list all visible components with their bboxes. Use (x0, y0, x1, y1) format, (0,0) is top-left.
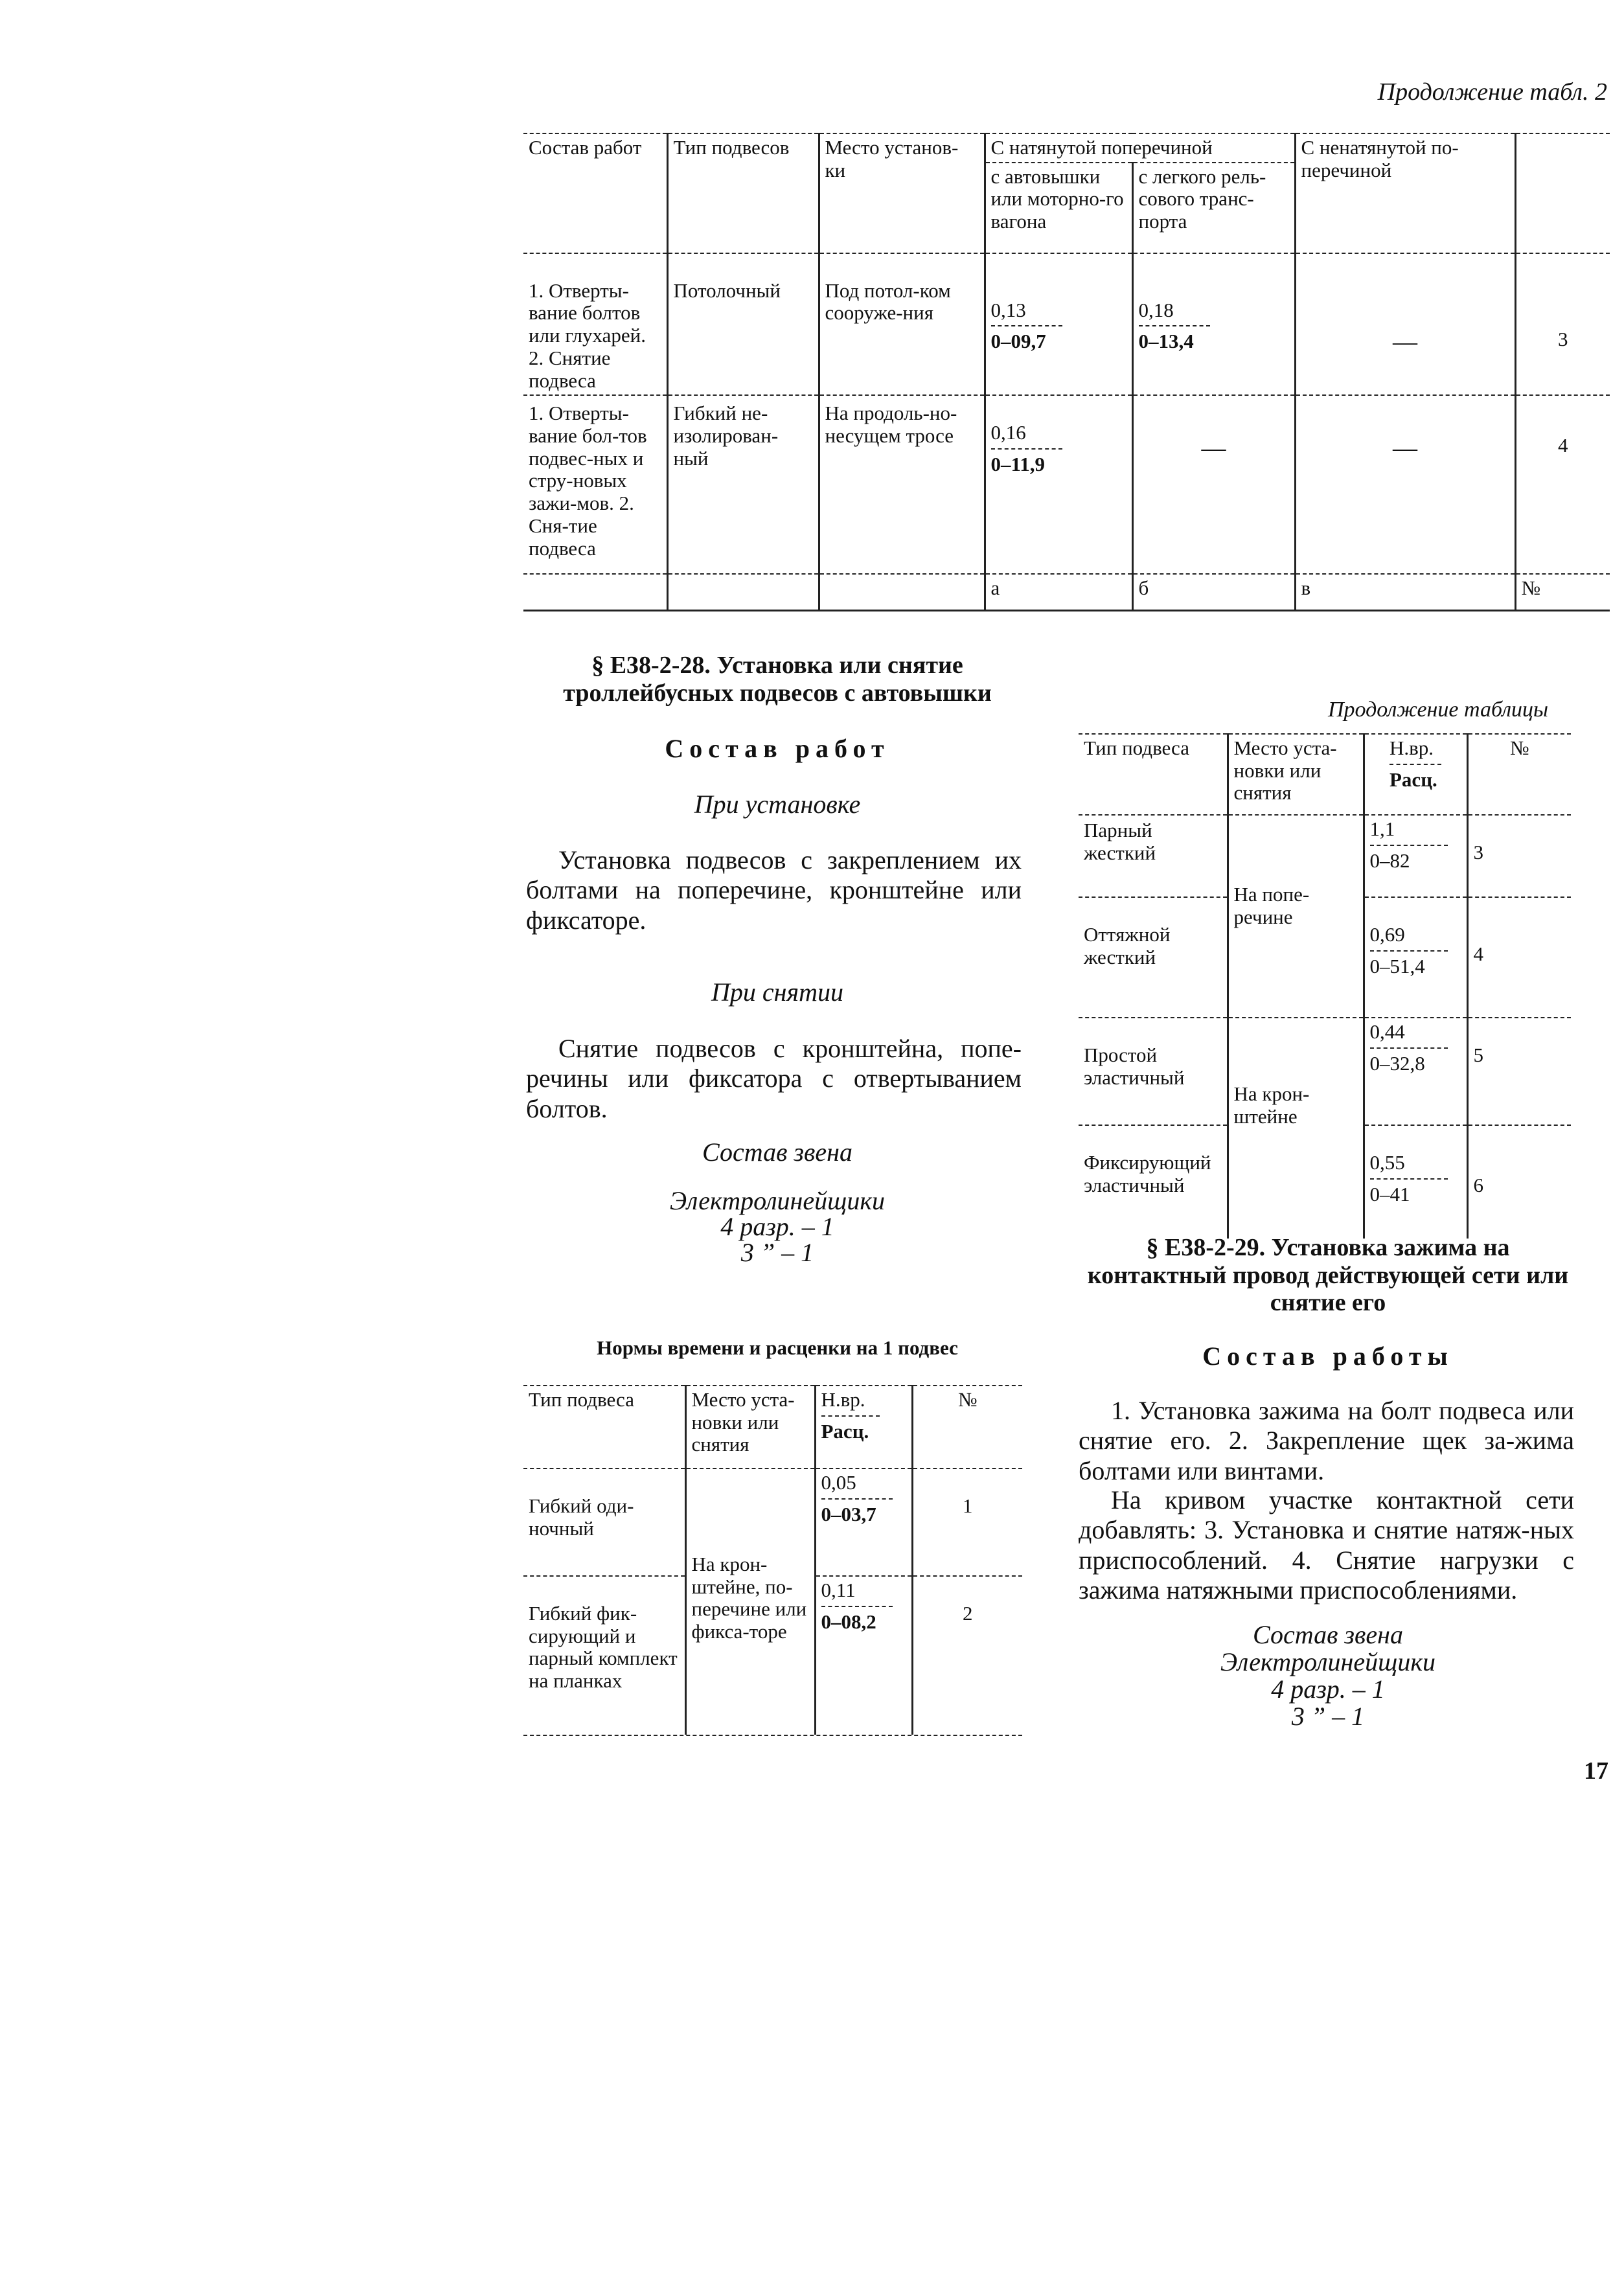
pri-snyatii-heading: При снятии (711, 977, 843, 1007)
col-header-tensioned: С натянутой поперечиной (985, 133, 1295, 163)
snyatie-text: Снятие подвесов с кронштейна, попе-речины или фиксатора с отвертыванием болтов. (526, 1034, 1022, 1123)
table-row: 1. Отверты-вание бол-тов подвес-ных и стру-новых зажи-мов. 2. Сня-тие подвеса Гибкий не-изолирован-ный На продоль-но-несущем тросе $\frac{0,16}{0-11,9}$ — — 4 (523, 395, 1610, 574)
pri-ustanovke-heading: При установке (694, 790, 861, 819)
sostav-zvena-right: Состав звена (1252, 1620, 1403, 1649)
col-header-sub-a: с автовышки или моторно-го вагона (985, 163, 1132, 253)
sostav-raboty-heading: Состав работы (1202, 1342, 1454, 1371)
page-number: 17 (1584, 1757, 1608, 1785)
table-row: Фиксирующий эластичный $\frac{0,55}{0-41}$ 6 (1079, 1125, 1571, 1239)
sostav-zvena-left: Состав звена (702, 1137, 852, 1167)
table-row: Гибкий оди-ночный На крон-штейне, по-перечине или фикса-торе $\frac{0,05}{0-03,7}$ 1 (523, 1468, 1022, 1576)
continuation-header: Продолжение табл. 2 (1377, 78, 1607, 106)
table-row: Простой эластичный На крон-штейне $\frac{0,44}{0-32,8}$ 5 (1079, 1018, 1571, 1125)
left-norms-table: Тип подвеса Место уста-новки или снятия Н.вр. Расц. № Гибкий оди-ночный На крон-штейне, по-перечине или фикса-торе $\frac{0,05}{0-03,7}$ 1 Гибкий фик-сирующий и парный комплект на планках $\frac{0,11}{0-08,2}$ 2 (523, 1385, 1022, 1736)
razr4-right: 4 разр. – 1 (1271, 1674, 1385, 1704)
right-text-2: На кривом участке контактной сети добавлять: 3. Установка и снятие натяж-ных приспособлений. 4. Снятие нагрузки с зажима натяжными приспособлениями. (1079, 1485, 1574, 1605)
section-title-e38-2-29: § Е38-2-29. Установка зажима на контактный провод действующей сети или снятие его (1087, 1234, 1569, 1317)
col-header-type: Тип подвесов (667, 133, 819, 253)
right-text-1: 1. Установка зажима на болт подвеса или снятие его. 2. Закрепление щек за-жима болтами или винтами. (1079, 1396, 1574, 1485)
table-row: 1. Отверты-вание болтов или глухарей. 2. Снятие подвеса Потолочный Под потол-ком сооруже-ния $\frac{0,13}{0-09,7}$ $\frac{0,18}{0-13,4}$ — 3 (523, 253, 1610, 396)
elektrolineyschiki-left: Электролинейщики (669, 1186, 886, 1215)
continuation-table-label: Продолжение таблицы (1328, 698, 1549, 722)
table-row: Гибкий фик-сирующий и парный комплект на планках $\frac{0,11}{0-08,2}$ 2 (523, 1576, 1022, 1735)
razr3-left: 3 ” – 1 (740, 1238, 814, 1267)
elektrolineyschiki-right: Электролинейщики (1220, 1647, 1436, 1676)
col-header-work: Состав работ (529, 136, 642, 159)
ustanovka-text: Установка подвесов с закреплением их болтами на поперечине, кронштейне или фиксаторе. (526, 845, 1022, 935)
table-row: Оттяжной жесткий $\frac{0,69}{0-51,4}$ 4 (1079, 897, 1571, 1018)
razr3-right: 3 ” – 1 (1291, 1702, 1365, 1731)
col-header-sub-b: с легкого рель-сового транс-порта (1132, 163, 1295, 253)
norms-title: Нормы времени и расценки на 1 подвес (597, 1336, 958, 1359)
right-norms-table: Тип подвеса Место уста-новки или снятия Н.вр. Расц. № Парный жесткий На попе-речине $\frac{1,1}{0-82}$ 3 Оттяжной жесткий $\frac{0,69}{0-51,4}$ 4 Простой эластичный На крон-штейне $\frac{0,44}{0-32,8}$ 5 Фиксирующий эластичный $\frac{0,55}{0-41}$ 6 (1079, 733, 1571, 1239)
razr4-left: 4 разр. – 1 (720, 1212, 834, 1241)
section-title-e38-2-28: § Е38-2-28. Установка или снятие троллейбусных подвесов с автовышки (563, 652, 992, 707)
col-header-untensioned: С ненатянутой по-перечиной (1295, 133, 1515, 253)
top-table (523, 133, 1610, 611)
table-footer-row: а б в № (523, 574, 1610, 610)
sostav-rabot-heading: Состав работ (665, 734, 890, 763)
col-header-place: Место установ-ки (819, 133, 985, 253)
table-row: Парный жесткий На попе-речине $\frac{1,1}{0-82}$ 3 (1079, 815, 1571, 897)
